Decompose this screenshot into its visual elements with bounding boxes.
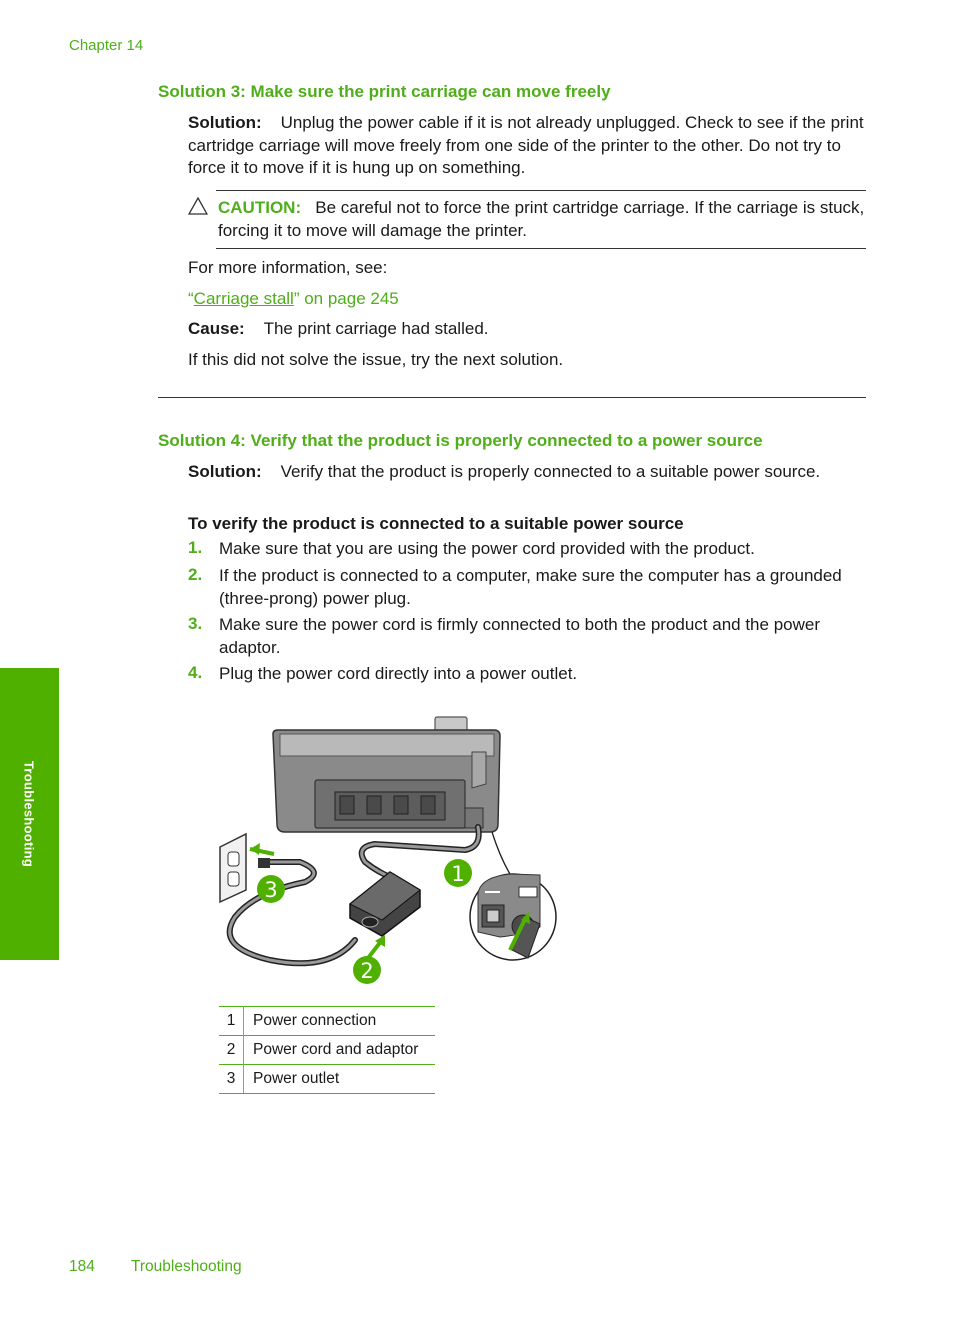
legend-label: Power cord and adaptor <box>244 1036 436 1065</box>
callout-2: 2 <box>360 959 374 983</box>
legend-label: Power connection <box>244 1007 436 1036</box>
table-row <box>219 1065 435 1094</box>
solution-body: Unplug the power cable if it is not already unplugged. Check to see if the print cartridge carriage will move freely from one side of the printer to the other. Do not try to force it to move if it is hung up on something. <box>188 113 864 177</box>
chapter-label: Chapter 14 <box>69 37 144 54</box>
cause-body: The print carriage had stalled. <box>263 319 489 338</box>
cause-text <box>188 318 868 341</box>
printer-back-illustration <box>273 717 500 832</box>
link-text[interactable]: Carriage stall <box>193 289 294 308</box>
step-number: 1. <box>188 538 203 557</box>
caution-note <box>218 197 868 242</box>
solution-label: Solution: <box>188 113 262 132</box>
legend-number: 3 <box>219 1065 244 1094</box>
caution-label: CAUTION: <box>218 198 302 217</box>
legend-number: 2 <box>219 1036 244 1065</box>
power-connection-illustration <box>210 712 570 992</box>
solution-body: Verify that the product is properly connected to a suitable power source. <box>280 462 821 481</box>
link-open-quote: “ <box>188 289 194 308</box>
step-text: Make sure that you are using the power cord provided with the product. <box>219 539 755 558</box>
procedure-title: To verify the product is connected to a suitable power source <box>188 514 684 533</box>
section-divider <box>158 397 866 398</box>
step-text: Plug the power cord directly into a power outlet. <box>219 664 578 683</box>
step-text: If the product is connected to a computer, make sure the computer has a grounded (three-prong) power plug. <box>219 566 842 608</box>
caution-bottom-rule <box>216 248 866 249</box>
caution-triangle-icon <box>188 197 208 215</box>
step-number: 4. <box>188 663 203 682</box>
legend-number: 1 <box>219 1007 244 1036</box>
power-adaptor-illustration <box>350 872 420 936</box>
carriage-stall-link[interactable] <box>188 288 868 311</box>
solution-4-text <box>188 461 868 484</box>
solution-4-heading: Solution 4: Verify that the product is properly connected to a power source <box>158 431 763 450</box>
solution-3-heading: Solution 3: Make sure the print carriage can move freely <box>158 82 611 101</box>
solution-label: Solution: <box>188 462 262 481</box>
next-solution-text: If this did not solve the issue, try the next solution. <box>188 350 564 369</box>
section-tab-label: Troubleshooting <box>21 760 37 868</box>
caution-top-rule <box>216 190 866 191</box>
caution-body: Be careful not to force the print cartridge carriage. If the carriage is stuck, forcing it to move will damage the printer. <box>218 198 865 240</box>
solution-3-text <box>188 112 868 180</box>
table-row <box>219 1036 435 1065</box>
callout-1: 1 <box>451 862 465 886</box>
link-page: ” on page 245 <box>293 289 399 308</box>
more-info-text: For more information, see: <box>188 258 388 277</box>
magnified-port-illustration <box>470 874 556 960</box>
callout-3: 3 <box>264 878 278 902</box>
legend-label: Power outlet <box>244 1065 436 1094</box>
table-row <box>219 1007 435 1036</box>
footer-section: Troubleshooting <box>131 1258 242 1275</box>
step-number: 2. <box>188 565 203 584</box>
step-number: 3. <box>188 614 203 633</box>
cause-label: Cause: <box>188 319 245 338</box>
step-text: Make sure the power cord is firmly connected to both the product and the power adaptor. <box>219 615 820 657</box>
page-number: 184 <box>69 1258 95 1275</box>
figure-legend-table <box>219 1006 435 1094</box>
